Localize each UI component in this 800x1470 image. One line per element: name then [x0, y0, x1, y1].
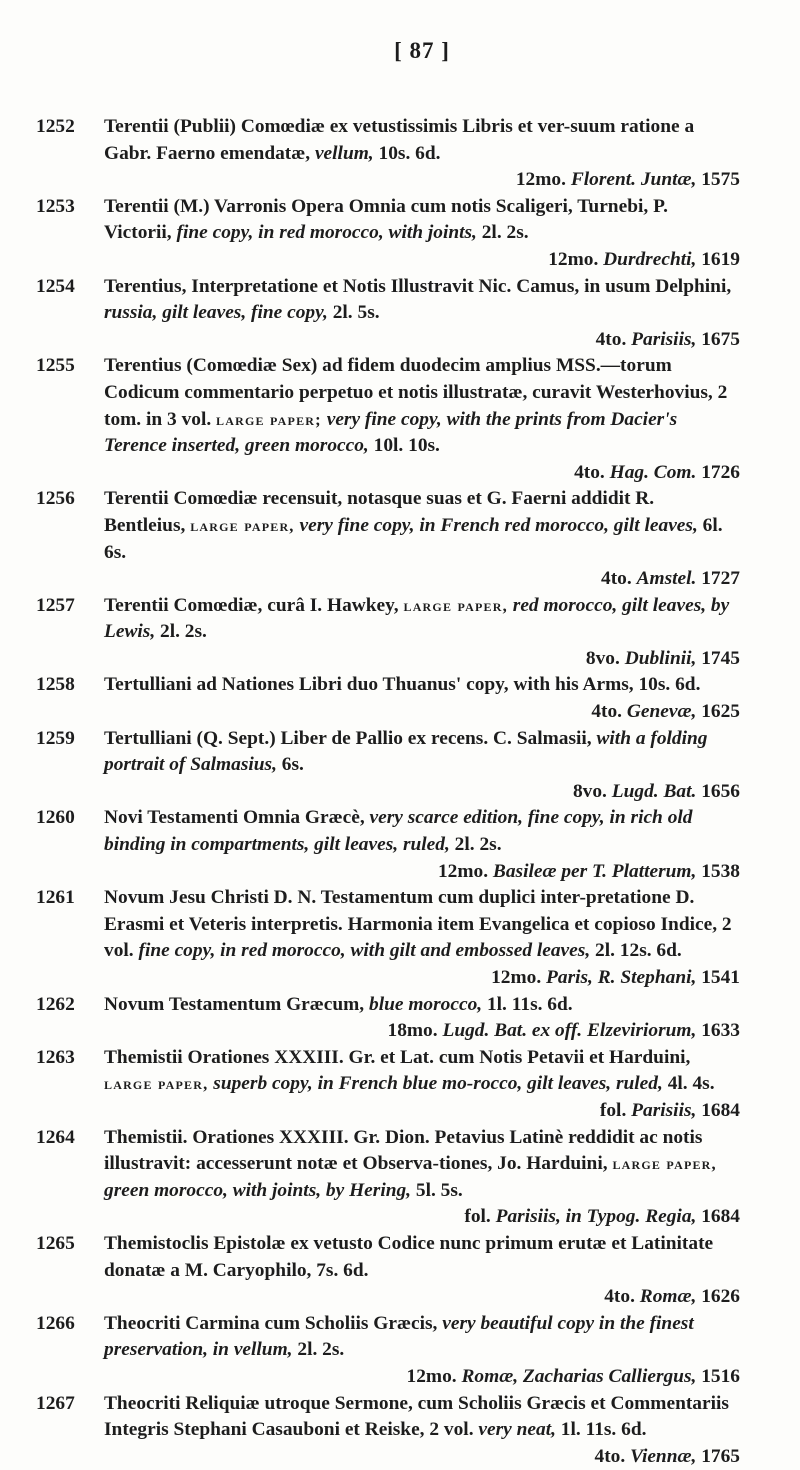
format: 4to. — [595, 1446, 626, 1467]
entry-title: Terentius (Comœdiæ Sex) ad fidem duodecim amplius MSS.—torum Codicum commentario perpetuo et notis illustratæ, curavit Westerhovius, 2 tom. in 3 vol. — [104, 355, 727, 429]
entry-title: Themistii. Orationes XXXIII. Gr. Dion. Petavius Latinè reddidit ac notis illustravit: accesserunt notæ et Observa-tiones, Jo. Harduini, — [104, 1127, 702, 1175]
entry-description — [104, 595, 729, 643]
year: 1684 — [701, 1100, 740, 1121]
year: 1633 — [701, 1020, 740, 1041]
catalogue-entry — [104, 1231, 740, 1311]
place: Durdrechti, — [603, 249, 696, 270]
condition-note: very fine copy, with the prints from Dacier's Terence inserted, green morocco, — [104, 409, 677, 457]
year: 1575 — [701, 169, 740, 190]
imprint — [104, 699, 740, 726]
lot-number: 1262 — [36, 992, 75, 1019]
catalogue-entry — [104, 194, 740, 274]
lot-number: 1265 — [36, 1231, 75, 1258]
condition-note: very scarce edition, fine copy, in rich old binding in compartments, gilt leaves, ruled, — [104, 807, 692, 855]
place: Romæ, — [640, 1286, 697, 1307]
format: 12mo. — [548, 249, 598, 270]
entry-title: Terentii Comœdiæ, curâ I. Hawkey, — [104, 595, 403, 616]
place: Basileæ per T. Platterum, — [493, 861, 696, 882]
entry-title: Terentius, Interpretatione et Notis Illustravit Nic. Camus, in usum Delphini, — [104, 276, 731, 297]
entry-description — [104, 994, 573, 1015]
catalogue-entry — [104, 1391, 740, 1470]
entry-description — [104, 116, 694, 164]
price: 2l. 5s. — [328, 302, 380, 323]
format: 12mo. — [438, 861, 488, 882]
place: Parisiis, — [631, 329, 696, 350]
catalogue-entry — [104, 885, 740, 991]
place: Lugd. Bat. — [612, 781, 697, 802]
entry-title: Themistoclis Epistolæ ex vetusto Codice nunc primum erutæ et Latinitate donatæ a M. Caryophilo, — [104, 1233, 713, 1281]
entry-description — [104, 674, 700, 695]
lot-number: 1259 — [36, 726, 75, 753]
year: 1656 — [701, 781, 740, 802]
imprint — [104, 646, 740, 673]
place: Hag. Com. — [610, 462, 697, 483]
large-paper-note: large paper, — [612, 1154, 716, 1173]
format: 4to. — [601, 568, 632, 589]
lot-number: 1253 — [36, 194, 75, 221]
condition-note: russia, gilt leaves, fine copy, — [104, 302, 328, 323]
price: 5l. 5s. — [411, 1180, 463, 1201]
large-paper-note: large paper, — [403, 596, 507, 615]
price: 10s. 6d. — [374, 143, 441, 164]
condition-note: blue morocco, — [369, 994, 482, 1015]
imprint — [104, 167, 740, 194]
lot-number: 1255 — [36, 353, 75, 380]
year: 1727 — [701, 568, 740, 589]
place: Dublinii, — [625, 648, 697, 669]
imprint — [104, 247, 740, 274]
lot-number: 1256 — [36, 486, 75, 513]
place: Genevæ, — [627, 701, 696, 722]
price: 7s. 6d. — [311, 1260, 368, 1281]
entry-title: Themistii Orationes XXXIII. Gr. et Lat. cum Notis Petavii et Harduini, — [104, 1047, 690, 1068]
entry-title: Terentii (M.) Varronis Opera Omnia cum notis Scaligeri, Turnebi, P. Victorii, — [104, 196, 668, 244]
condition-note: vellum, — [315, 143, 374, 164]
place: Viennæ, — [630, 1446, 696, 1467]
year: 1684 — [701, 1206, 740, 1227]
entry-title: Novum Jesu Christi D. N. Testamentum cum duplici inter-pretatione D. Erasmi et Veteris interpretis. Harmonia item Evangelica et copioso Indice, 2 vol. — [104, 887, 732, 961]
entry-description — [104, 196, 668, 244]
year: 1619 — [701, 249, 740, 270]
entry-title: Theocriti Carmina cum Scholiis Græcis, — [104, 1313, 442, 1334]
entry-title: Tertulliani ad Nationes Libri duo Thuanus' copy, with his Arms, — [104, 674, 634, 695]
price: 2l. 2s. — [450, 834, 502, 855]
condition-note: fine copy, in red morocco, with joints, — [177, 222, 477, 243]
format: 4to. — [591, 701, 622, 722]
catalogue-entry — [104, 1311, 740, 1391]
format: 12mo. — [407, 1366, 457, 1387]
entry-title: Theocriti Reliquiæ utroque Sermone, cum Scholiis Græcis et Commentariis Integris Stephani Casauboni et Reiske, 2 vol. — [104, 1393, 729, 1441]
catalogue-entry — [104, 114, 740, 194]
format: 4to. — [596, 329, 627, 350]
place: Lugd. Bat. ex off. Elzeviriorum, — [442, 1020, 696, 1041]
format: 18mo. — [388, 1020, 438, 1041]
entry-description — [104, 1233, 713, 1281]
imprint — [104, 1284, 740, 1311]
condition-note: superb copy, in French blue mo-rocco, gilt leaves, ruled, — [208, 1073, 662, 1094]
entry-description — [104, 1313, 694, 1361]
format: fol. — [464, 1206, 490, 1227]
entry-title: Tertulliani (Q. Sept.) Liber de Pallio ex recens. C. Salmasii, — [104, 728, 596, 749]
lot-number: 1263 — [36, 1045, 75, 1072]
condition-note: red morocco, gilt leaves, by Lewis, — [104, 595, 729, 643]
condition-note: with a folding portrait of Salmasius, — [104, 728, 707, 776]
catalogue-entry — [104, 593, 740, 673]
imprint — [104, 460, 740, 487]
year: 1541 — [701, 967, 740, 988]
year: 1765 — [701, 1446, 740, 1467]
condition-note: fine copy, in red morocco, with gilt and embossed leaves, — [138, 940, 590, 961]
place: Amstel. — [637, 568, 697, 589]
year: 1625 — [701, 701, 740, 722]
price: 10l. 10s. — [369, 435, 440, 456]
format: 12mo. — [491, 967, 541, 988]
year: 1745 — [701, 648, 740, 669]
catalogue-entry — [104, 486, 740, 592]
lot-number: 1260 — [36, 805, 75, 832]
price: 1l. 11s. 6d. — [482, 994, 573, 1015]
large-paper-note: large paper; — [216, 410, 322, 429]
entry-description — [104, 276, 731, 324]
catalogue-entry — [104, 1125, 740, 1231]
imprint — [104, 965, 740, 992]
entry-description — [104, 1393, 729, 1441]
year: 1675 — [701, 329, 740, 350]
condition-note: very beautiful copy in the finest preservation, in vellum, — [104, 1313, 694, 1361]
catalogue-entry — [104, 274, 740, 354]
catalogue-entry — [104, 353, 740, 486]
condition-note: very fine copy, in French red morocco, gilt leaves, — [295, 515, 698, 536]
format: 4to. — [604, 1286, 635, 1307]
imprint — [104, 779, 740, 806]
lot-number: 1261 — [36, 885, 75, 912]
lot-number: 1254 — [36, 274, 75, 301]
year: 1516 — [701, 1366, 740, 1387]
lot-number: 1264 — [36, 1125, 75, 1152]
format: 8vo. — [586, 648, 620, 669]
lot-number: 1266 — [36, 1311, 75, 1338]
large-paper-note: large paper, — [190, 516, 294, 535]
catalogue-entry — [104, 805, 740, 885]
entry-description — [104, 355, 727, 456]
large-paper-note: large paper, — [104, 1074, 208, 1093]
price: 6s. — [277, 754, 304, 775]
page-number: [ 87 ] — [104, 38, 740, 64]
year: 1626 — [701, 1286, 740, 1307]
year: 1726 — [701, 462, 740, 483]
place: Paris, R. Stephani, — [546, 967, 696, 988]
format: 8vo. — [573, 781, 607, 802]
entry-description — [104, 887, 732, 961]
condition-note: very neat, — [478, 1419, 556, 1440]
entry-description — [104, 807, 692, 855]
catalogue-entry — [104, 726, 740, 806]
imprint — [104, 1364, 740, 1391]
entry-description — [104, 728, 707, 776]
place: Romæ, Zacharias Calliergus, — [461, 1366, 696, 1387]
catalogue-entry — [104, 672, 740, 725]
entry-description — [104, 488, 723, 562]
lot-number: 1252 — [36, 114, 75, 141]
entry-list — [104, 114, 740, 1470]
catalogue-entry — [104, 1045, 740, 1125]
price: 2l. 2s. — [477, 222, 529, 243]
imprint — [104, 1204, 740, 1231]
place: Parisiis, in Typog. Regia, — [496, 1206, 697, 1227]
catalogue-entry — [104, 992, 740, 1045]
price: 2l. 2s. — [293, 1339, 345, 1360]
imprint — [104, 327, 740, 354]
place: Parisiis, — [631, 1100, 696, 1121]
price: 2l. 12s. 6d. — [590, 940, 682, 961]
entry-description — [104, 1127, 717, 1201]
format: 4to. — [574, 462, 605, 483]
format: fol. — [600, 1100, 626, 1121]
lot-number: 1257 — [36, 593, 75, 620]
price: 6l. 6s. — [104, 515, 723, 563]
format: 12mo. — [516, 169, 566, 190]
price: 2l. 2s. — [155, 621, 207, 642]
entry-description — [104, 1047, 715, 1095]
imprint — [104, 566, 740, 593]
price: 4l. 4s. — [663, 1073, 715, 1094]
lot-number: 1258 — [36, 672, 75, 699]
imprint — [104, 1098, 740, 1125]
place: Florent. Juntæ, — [571, 169, 697, 190]
imprint — [104, 859, 740, 886]
entry-title: Terentii Comœdiæ recensuit, notasque suas et G. Faerni addidit R. Bentleius, — [104, 488, 654, 536]
price: 1l. 11s. 6d. — [556, 1419, 647, 1440]
entry-title: Novum Testamentum Græcum, — [104, 994, 369, 1015]
lot-number: 1267 — [36, 1391, 75, 1418]
price: 10s. 6d. — [634, 674, 701, 695]
entry-title: Terentii (Publii) Comœdiæ ex vetustissimis Libris et ver-suum ratione a Gabr. Faerno emendatæ, — [104, 116, 694, 164]
imprint — [104, 1018, 740, 1045]
imprint — [104, 1444, 740, 1470]
entry-title: Novi Testamenti Omnia Græcè, — [104, 807, 370, 828]
year: 1538 — [701, 861, 740, 882]
condition-note: green morocco, with joints, by Hering, — [104, 1180, 411, 1201]
